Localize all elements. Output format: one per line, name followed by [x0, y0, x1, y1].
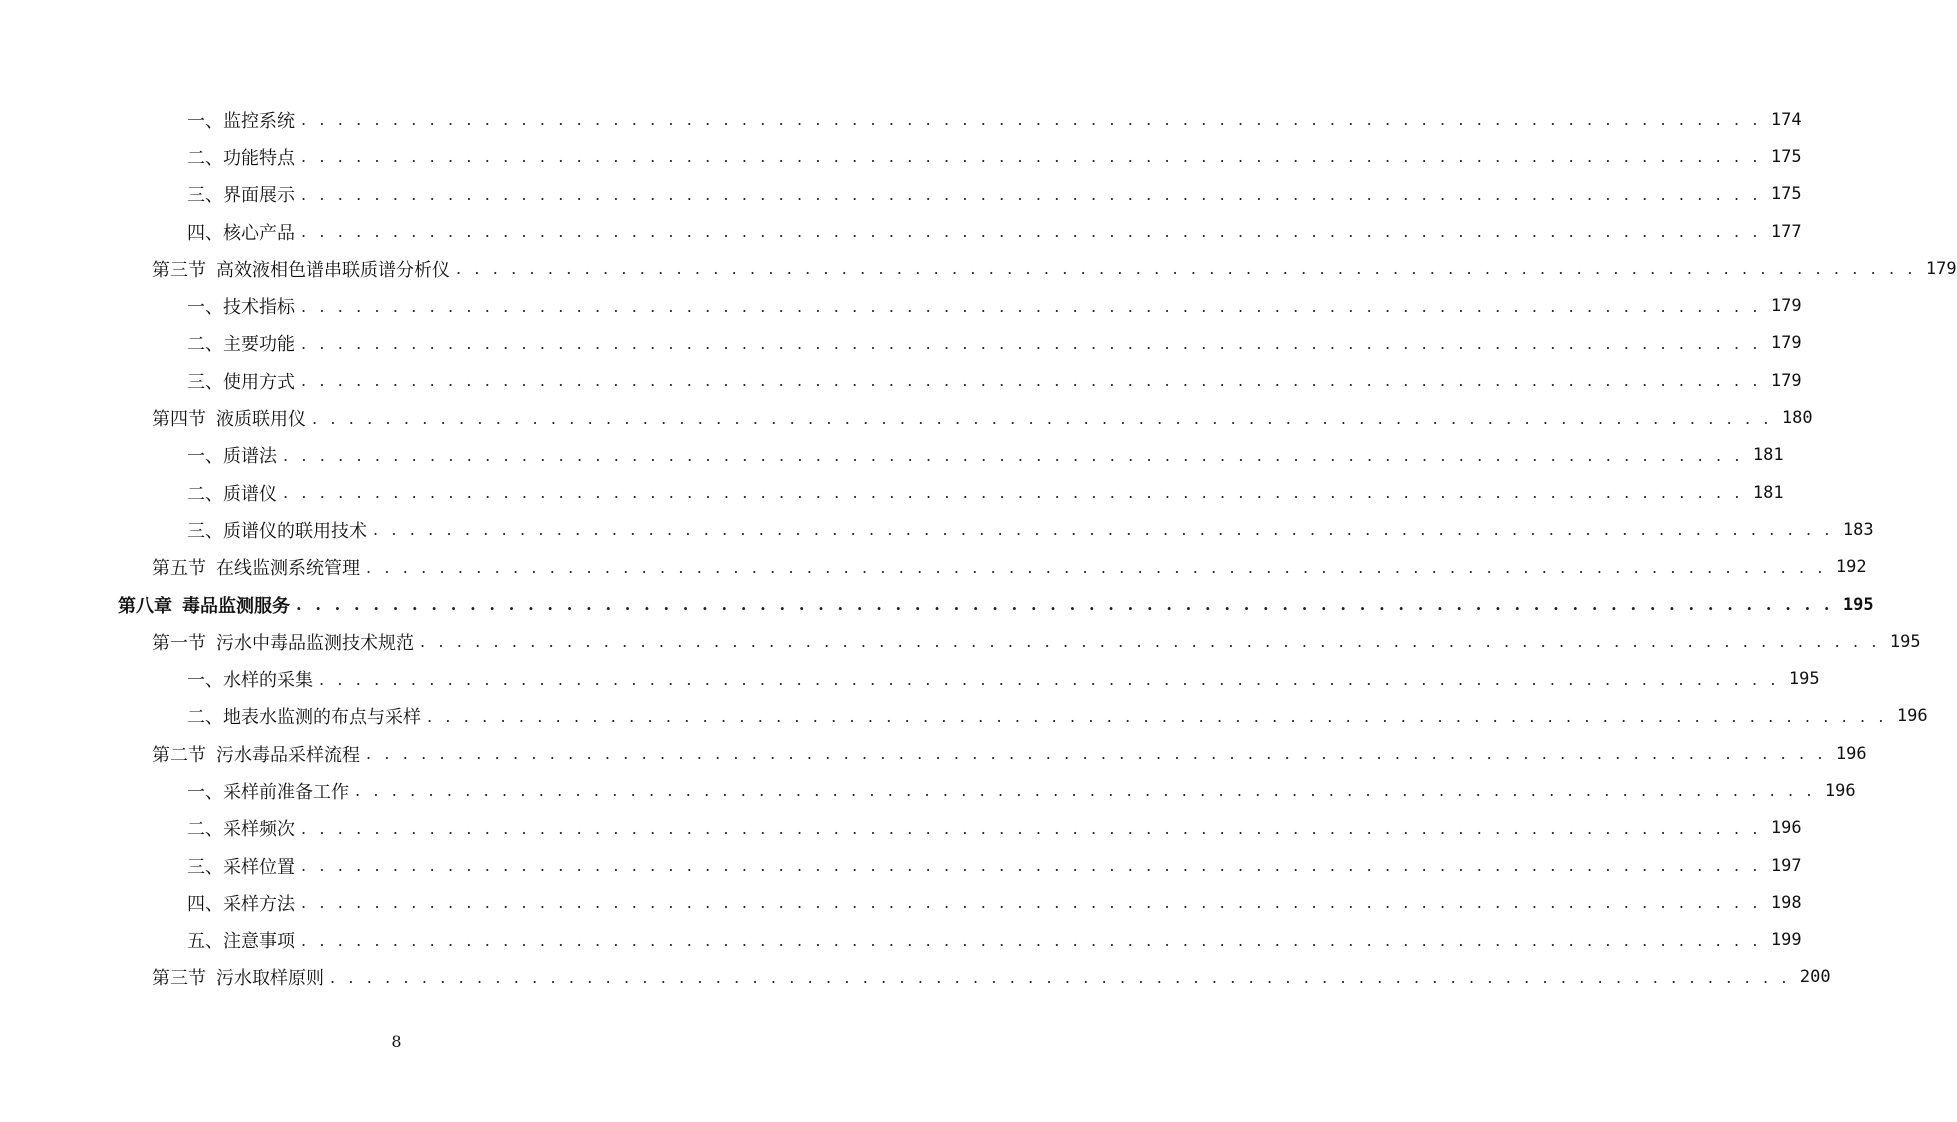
toc-entry-title — [187, 890, 295, 916]
toc-entry-page: 195 — [1842, 594, 1874, 615]
dot-leader: . . . . . . . . . . . . . . . . . . . . . . . . . . . . . . . . . . . . . . . . . . . . . . . . . . . . . . . . . . . . . . . . . . . . . . . . . . . . . . . . — [427, 706, 1888, 726]
dot-leader: . . . . . . . . . . . . . . . . . . . . . . . . . . . . . . . . . . . . . . . . . . . . . . . . . . . . . . . . . . . . . . . . . . . . . . . . . . . . . . . . — [355, 781, 1816, 801]
dot-leader: . . . . . . . . . . . . . . . . . . . . . . . . . . . . . . . . . . . . . . . . . . . . . . . . . . . . . . . . . . . . . . . . . . . . . . . . . . . . . . . . — [301, 333, 1762, 353]
toc-entry-page: 196 — [1770, 818, 1802, 839]
toc-entry-label: 第二节 — [152, 744, 206, 766]
toc-entry-chapter[interactable] — [0, 586, 1874, 623]
toc-entry-title — [187, 853, 295, 879]
toc-entry-title — [187, 144, 295, 170]
toc-entry-section[interactable] — [0, 623, 1921, 660]
toc-entry-text: 四、采样方法 — [187, 893, 295, 915]
toc-entry-page: 181 — [1752, 445, 1784, 466]
dot-leader: . . . . . . . . . . . . . . . . . . . . . . . . . . . . . . . . . . . . . . . . . . . . . . . . . . . . . . . . . . . . . . . . . . . . . . . . . . . . . . . . — [373, 520, 1834, 540]
toc-entry-item[interactable] — [0, 362, 1802, 399]
toc-entry-title — [152, 405, 306, 431]
toc-entry-text: 三、采样位置 — [187, 856, 295, 878]
toc-entry-section[interactable] — [0, 959, 1831, 996]
toc-entry-text: 污水中毒品监测技术规范 — [216, 632, 414, 654]
toc-entry-text: 液质联用仪 — [216, 409, 306, 431]
dot-leader: . . . . . . . . . . . . . . . . . . . . . . . . . . . . . . . . . . . . . . . . . . . . . . . . . . . . . . . . . . . . . . . . . . . . . . . . . . . . . . . . — [301, 110, 1762, 130]
dot-leader: . . . . . . . . . . . . . . . . . . . . . . . . . . . . . . . . . . . . . . . . . . . . . . . . . . . . . . . . . . . . . . . . . . . . . . . . . . . . . . . . — [366, 744, 1827, 764]
toc-entry-page: 179 — [1770, 296, 1802, 317]
toc-entry-page: 199 — [1770, 930, 1802, 951]
toc-entry-text: 三、质谱仪的联用技术 — [187, 520, 367, 542]
toc-entry-title — [187, 330, 295, 356]
toc-entry-item[interactable] — [0, 847, 1802, 884]
toc-entry-page: 196 — [1896, 706, 1928, 727]
toc-entry-text: 一、质谱法 — [187, 446, 277, 468]
dot-leader: . . . . . . . . . . . . . . . . . . . . . . . . . . . . . . . . . . . . . . . . . . . . . . . . . . . . . . . . . . . . . . . . . . . . . . . . . . . . . . . . — [312, 408, 1773, 428]
toc-entry-item[interactable] — [0, 660, 1820, 697]
toc-entry-label: 第一节 — [152, 632, 206, 654]
toc-entry-page: 197 — [1770, 855, 1802, 876]
toc-entry-title — [152, 629, 414, 655]
toc-entry-page: 200 — [1799, 967, 1831, 988]
dot-leader: . . . . . . . . . . . . . . . . . . . . . . . . . . . . . . . . . . . . . . . . . . . . . . . . . . . . . . . . . . . . . . . . . . . . . . . . . . . . . . . . — [330, 967, 1791, 987]
toc-entry-title — [187, 442, 277, 468]
toc-entry-page: 195 — [1788, 669, 1820, 690]
toc-entry-title — [187, 517, 367, 543]
toc-entry-text: 四、核心产品 — [187, 222, 295, 244]
toc-entry-page: 181 — [1752, 482, 1784, 503]
toc-entry-label: 第八章 — [118, 595, 172, 617]
toc-entry-text: 二、质谱仪 — [187, 483, 277, 505]
toc-entry-title — [187, 219, 295, 245]
toc-entry-title — [187, 368, 295, 394]
toc-entry-page: 179 — [1770, 333, 1802, 354]
dot-leader: . . . . . . . . . . . . . . . . . . . . . . . . . . . . . . . . . . . . . . . . . . . . . . . . . . . . . . . . . . . . . . . . . . . . . . . . . . . . . . . . — [283, 445, 1744, 465]
dot-leader: . . . . . . . . . . . . . . . . . . . . . . . . . . . . . . . . . . . . . . . . . . . . . . . . . . . . . . . . . . . . . . . . . . . . . . . . . . . . . . . . — [296, 595, 1834, 614]
toc-entry-page: 183 — [1842, 519, 1874, 540]
toc-entry-text: 三、界面展示 — [187, 185, 295, 207]
toc-entry-page: 192 — [1835, 557, 1867, 578]
dot-leader: . . . . . . . . . . . . . . . . . . . . . . . . . . . . . . . . . . . . . . . . . . . . . . . . . . . . . . . . . . . . . . . . . . . . . . . . . . . . . . . . — [301, 930, 1762, 950]
toc-entry-text: 一、水样的采集 — [187, 670, 313, 692]
toc-entry-text: 二、采样频次 — [187, 819, 295, 841]
toc-entry-title — [152, 554, 360, 580]
toc-entry-page: 198 — [1770, 892, 1802, 913]
toc-entry-page: 175 — [1770, 146, 1802, 167]
toc-entry-item[interactable] — [0, 176, 1802, 213]
toc-entry-page: 179 — [1925, 258, 1957, 279]
toc-entry-item[interactable] — [0, 810, 1802, 847]
toc-entry-label: 第三节 — [152, 968, 206, 990]
toc-entry-item[interactable] — [0, 287, 1802, 324]
toc-entry-label: 第四节 — [152, 409, 206, 431]
toc-entry-title — [187, 703, 421, 729]
toc-entry-item[interactable] — [0, 772, 1856, 809]
dot-leader: . . . . . . . . . . . . . . . . . . . . . . . . . . . . . . . . . . . . . . . . . . . . . . . . . . . . . . . . . . . . . . . . . . . . . . . . . . . . . . . . — [283, 483, 1744, 503]
dot-leader: . . . . . . . . . . . . . . . . . . . . . . . . . . . . . . . . . . . . . . . . . . . . . . . . . . . . . . . . . . . . . . . . . . . . . . . . . . . . . . . . — [301, 371, 1762, 391]
toc-entry-text: 毒品监测服务 — [182, 595, 290, 617]
toc-entry-page: 175 — [1770, 184, 1802, 205]
toc-entry-page: 177 — [1770, 221, 1802, 242]
toc-entry-text: 一、采样前准备工作 — [187, 781, 349, 803]
dot-leader: . . . . . . . . . . . . . . . . . . . . . . . . . . . . . . . . . . . . . . . . . . . . . . . . . . . . . . . . . . . . . . . . . . . . . . . . . . . . . . . . — [301, 818, 1762, 838]
toc-entry-page: 196 — [1835, 743, 1867, 764]
toc-entry-item[interactable] — [0, 922, 1802, 959]
dot-leader: . . . . . . . . . . . . . . . . . . . . . . . . . . . . . . . . . . . . . . . . . . . . . . . . . . . . . . . . . . . . . . . . . . . . . . . . . . . . . . . . — [301, 296, 1762, 316]
toc-entry-title — [187, 293, 295, 319]
toc-entry-title — [187, 815, 295, 841]
toc-entry-title — [152, 964, 324, 990]
toc-entry-page: 196 — [1824, 780, 1856, 801]
toc-entry-section[interactable] — [0, 399, 1813, 436]
toc-entry-item[interactable] — [0, 101, 1802, 138]
toc-entry-item[interactable] — [0, 213, 1802, 250]
toc-entry-title — [152, 256, 450, 282]
dot-leader: . . . . . . . . . . . . . . . . . . . . . . . . . . . . . . . . . . . . . . . . . . . . . . . . . . . . . . . . . . . . . . . . . . . . . . . . . . . . . . . . — [456, 259, 1917, 279]
dot-leader: . . . . . . . . . . . . . . . . . . . . . . . . . . . . . . . . . . . . . . . . . . . . . . . . . . . . . . . . . . . . . . . . . . . . . . . . . . . . . . . . — [301, 147, 1762, 167]
toc-entry-page: 180 — [1781, 408, 1813, 429]
toc-entry-text: 污水取样原则 — [216, 968, 324, 990]
dot-leader: . . . . . . . . . . . . . . . . . . . . . . . . . . . . . . . . . . . . . . . . . . . . . . . . . . . . . . . . . . . . . . . . . . . . . . . . . . . . . . . . — [301, 893, 1762, 913]
toc-entry-title — [187, 480, 277, 506]
toc-entry-item[interactable] — [0, 884, 1802, 921]
toc-entry-text: 一、监控系统 — [187, 110, 295, 132]
toc-entry-text: 在线监测系统管理 — [216, 558, 360, 580]
toc-entry-title — [187, 927, 295, 953]
toc-entry-page: 174 — [1770, 109, 1802, 130]
toc-entry-section[interactable] — [0, 549, 1867, 586]
toc-entry-text: 污水毒品采样流程 — [216, 744, 360, 766]
toc-entry-title — [187, 778, 349, 804]
page-number: 8 — [391, 1032, 402, 1051]
toc-entry-text: 二、功能特点 — [187, 147, 295, 169]
toc-entry-item[interactable] — [0, 698, 1928, 735]
dot-leader: . . . . . . . . . . . . . . . . . . . . . . . . . . . . . . . . . . . . . . . . . . . . . . . . . . . . . . . . . . . . . . . . . . . . . . . . . . . . . . . . — [319, 669, 1780, 689]
toc-entry-text: 三、使用方式 — [187, 371, 295, 393]
toc-entry-page: 179 — [1770, 370, 1802, 391]
dot-leader: . . . . . . . . . . . . . . . . . . . . . . . . . . . . . . . . . . . . . . . . . . . . . . . . . . . . . . . . . . . . . . . . . . . . . . . . . . . . . . . . — [420, 632, 1881, 652]
toc-entry-title — [118, 592, 290, 618]
toc-entry-text: 五、注意事项 — [187, 931, 295, 953]
toc-entry-section[interactable] — [0, 735, 1867, 772]
toc-entry-title — [187, 666, 313, 692]
dot-leader: . . . . . . . . . . . . . . . . . . . . . . . . . . . . . . . . . . . . . . . . . . . . . . . . . . . . . . . . . . . . . . . . . . . . . . . . . . . . . . . . — [301, 222, 1762, 242]
toc-entry-text: 一、技术指标 — [187, 297, 295, 319]
table-of-contents — [0, 101, 1957, 996]
toc-entry-item[interactable] — [0, 474, 1784, 511]
toc-entry-item[interactable] — [0, 511, 1874, 548]
toc-entry-title — [187, 107, 295, 133]
toc-entry-page: 195 — [1889, 631, 1921, 652]
toc-entry-text: 高效液相色谱串联质谱分析仪 — [216, 259, 450, 281]
toc-entry-item[interactable] — [0, 325, 1802, 362]
toc-entry-title — [152, 741, 360, 767]
toc-entry-section[interactable] — [0, 250, 1957, 287]
dot-leader: . . . . . . . . . . . . . . . . . . . . . . . . . . . . . . . . . . . . . . . . . . . . . . . . . . . . . . . . . . . . . . . . . . . . . . . . . . . . . . . . — [366, 557, 1827, 577]
toc-entry-title — [187, 181, 295, 207]
toc-entry-text: 二、主要功能 — [187, 334, 295, 356]
toc-entry-label: 第三节 — [152, 259, 206, 281]
toc-entry-text: 二、地表水监测的布点与采样 — [187, 707, 421, 729]
toc-entry-item[interactable] — [0, 437, 1784, 474]
toc-entry-label: 第五节 — [152, 558, 206, 580]
toc-entry-item[interactable] — [0, 138, 1802, 175]
dot-leader: . . . . . . . . . . . . . . . . . . . . . . . . . . . . . . . . . . . . . . . . . . . . . . . . . . . . . . . . . . . . . . . . . . . . . . . . . . . . . . . . — [301, 856, 1762, 876]
dot-leader: . . . . . . . . . . . . . . . . . . . . . . . . . . . . . . . . . . . . . . . . . . . . . . . . . . . . . . . . . . . . . . . . . . . . . . . . . . . . . . . . — [301, 184, 1762, 204]
